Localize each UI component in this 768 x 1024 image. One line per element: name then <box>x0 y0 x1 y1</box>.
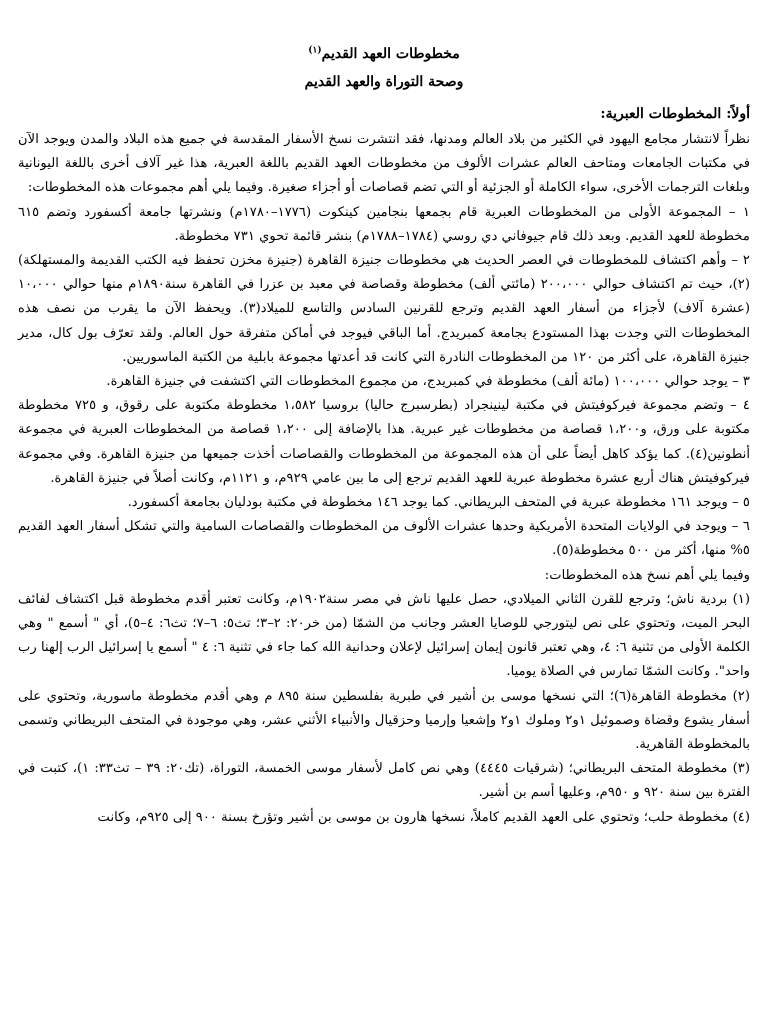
paragraph-british-museum-codex: (٣) مخطوطة المتحف البريطاني؛ (شرقيات ٤٤٤٥) وهي نص كامل لأسفار موسى الخمسة، التوراة، (تك٢٠: ٣٩ – تث٣٣: ١)، كتبت في الفترة بين سنة ٩٢٠ و ٩٥٠م، وعليها أسم بن أشير. <box>18 761 750 801</box>
section-heading: أولاً: المخطوطات العبرية: <box>600 106 750 122</box>
title-text: مخطوطات العهد القديم <box>321 46 460 62</box>
paragraph-aleppo-codex: (٤) مخطوطة حلب؛ وتحتوي على العهد القديم كاملاً، نسخها هارون بن موسى بن أشير وتؤرخ بسنة ٩٠٠ إلى ٩٢٥م، وكانت <box>97 809 750 825</box>
paragraph-nash-papyrus: (١) بردية ناش؛ وترجع للقرن الثاني الميلادي، حصل عليها ناش في مصر سنة١٩٠٢م، وكانت تعتبر أقدم مخطوطة قبل اكتشاف لفائف البحر الميت، وتحتوي على نص ليتورجي للوصايا العشر وجانب من الشمّا (من خر٢٠: ٢–٣؛ تث٥: ٦–٧؛ تث٦: ٤–٥)، أي " أسمع " وهي الكلمة الأولى من تثنية ٦: ٤، وهي تعتبر قانون إيمان إسرائيل لإعلان وحدانية الله كما جاء في تثنية ٦: ٤ " أسمع يا إسرائيل الرب إلهنا رب واحد". وكانت الشمّا تمارس في الصلاة يوميا. <box>18 591 751 680</box>
title-footnote-marker[interactable]: (١) <box>308 45 322 56</box>
paragraph-intro: نظراً لانتشار مجامع اليهود في الكثير من بلاد العالم ومدنها، فقد انتشرت نسخ الأسفار المقدسة في جميع هذه البلاد والمدن ويوجد الآن في مكتبات الجامعات ومتاحف العالم عشرات الألوف من مخطوطات العهد القديم باللغة العبرية، هذا غير آلاف أخرى باللغة اليونانية وبلغات الترجمات الأخرى، سواء الكاملة أو الجزئية أو التي تضم قصاصات أو أجزاء صغيرة. وفيما يلي أهم مجموعات هذه المخطوطات: <box>18 132 750 196</box>
paragraph-item-3: ٣ – يوجد حوالي ١٠٠،٠٠٠ (مائة ألف) مخطوطة في كمبريدج، من مجموع المخطوطات التي اكتشفت في جنيزة القاهرة. <box>106 374 750 390</box>
paragraph-item-1: ١ – المجموعة الأولى من المخطوطات العبرية قام بجمعها بنجامين كينكوت (١٧٧٦–١٧٨٠م) ونشرتها جامعة أكسفورد وتضم ٦١٥ مخطوطة للعهد القديم. وبعد ذلك قام جيوفاني دي روسي (١٧٨٤–١٧٨٨م) بنشر قائمة تحوي ٧٣١ مخطوطة. <box>18 204 751 244</box>
paragraph-item-5: ٥ – ويوجد ١٦١ مخطوطة عبرية في المتحف البريطاني. كما يوجد ١٤٦ مخطوطة في مكتبة بودليان بجامعة أكسفورد. <box>127 495 750 511</box>
paragraph-item-6: ٦ – ويوجد في الولايات المتحدة الأمريكية وحدها عشرات الألوف من المخطوطات والقصاصات السامية والتي تشكل أسفار العهد القديم ٥% منها، أكثر من ٥٠٠ مخطوطة(٥). <box>18 519 750 559</box>
title-block <box>18 40 750 96</box>
paragraph-item-4: ٤ – وتضم مجموعة فيركوفيتش في مكتبة لينينجراد (بطرسبرج حاليا) بروسيا ١،٥٨٢ مخطوطة مكتوبة على رقوق، و ٧٢٥ مخطوطة مكتوبة على ورق، و١،٢٠٠ قصاصة من مخطوطات غير عبرية. هذا بالإضافة إلى ١،٢٠٠ قصاصة من المخطوطات العبرية في مجموعة أنطونين(٤). كما يؤكد كاهل أيضاً على أن هذه المجموعة من المخطوطات والقصاصات أخذت جميعها من جنيزة القاهرة. وفي مجموعة فيركوفيتش هناك أربع عشرة مخطوطة عبرية للعهد القديم ترجع إلى ما بين عامي ٩٢٩م، و ١١٢١م، وكانت أصلاً في جنيزة القاهرة. <box>18 398 751 486</box>
document-subtitle: وصحة التوراة والعهد القديم <box>304 74 464 90</box>
paragraph-cairo-codex: (٢) مخطوطة القاهرة(٦)؛ التي نسخها موسى بن أشير في طبرية بفلسطين سنة ٨٩٥ م وهي أقدم مخطوطة ماسورية، وتحتوي على أسفار يشوع وقضاة وصموئيل ١و٢ وملوك ١و٢ وإشعيا وإرميا وحزقيال والأنبياء الأثني عشر، وهي موجودة في المتحف البريطاني وتسمى بالمخطوطة القاهرية. <box>18 688 750 753</box>
document-title <box>18 40 750 68</box>
paragraph-manuscripts-intro: وفيما يلي أهم نسخ هذه المخطوطات: <box>544 567 750 583</box>
paragraph-item-2: ٢ – وأهم اكتشاف للمخطوطات في العصر الحديث هي مخطوطات جنيزة القاهرة (جنيزة مخزن تحفظ فيه الكتب القديمة والمستهلكة)(٢)، حيث تم اكتشاف حوالي ٢٠٠،٠٠٠ (مائتي ألف) مخطوطة وقصاصة في معبد بن عزرا في القاهرة سنة١٨٩٠م منها حوالي ١٠،٠٠٠ (عشرة آلاف) لأجزاء من أسفار العهد القديم وترجع للقرنين السادس والتاسع للميلاد(٣). ويحفظ الآن ما يقرب من نصف هذه المخطوطات التي وجدت بهذا المستودع بجامعة كمبريدج. أما الباقي فيوجد في أماكن متفرقة حول العالم. ولقد تعرّف بول كال، مدير جنيزة القاهرة، على أكثر من ١٢٠ من المخطوطات النادرة التي كانت قد أعدتها مجموعة بابلية من الكتبة الماسوريين. <box>18 253 751 365</box>
